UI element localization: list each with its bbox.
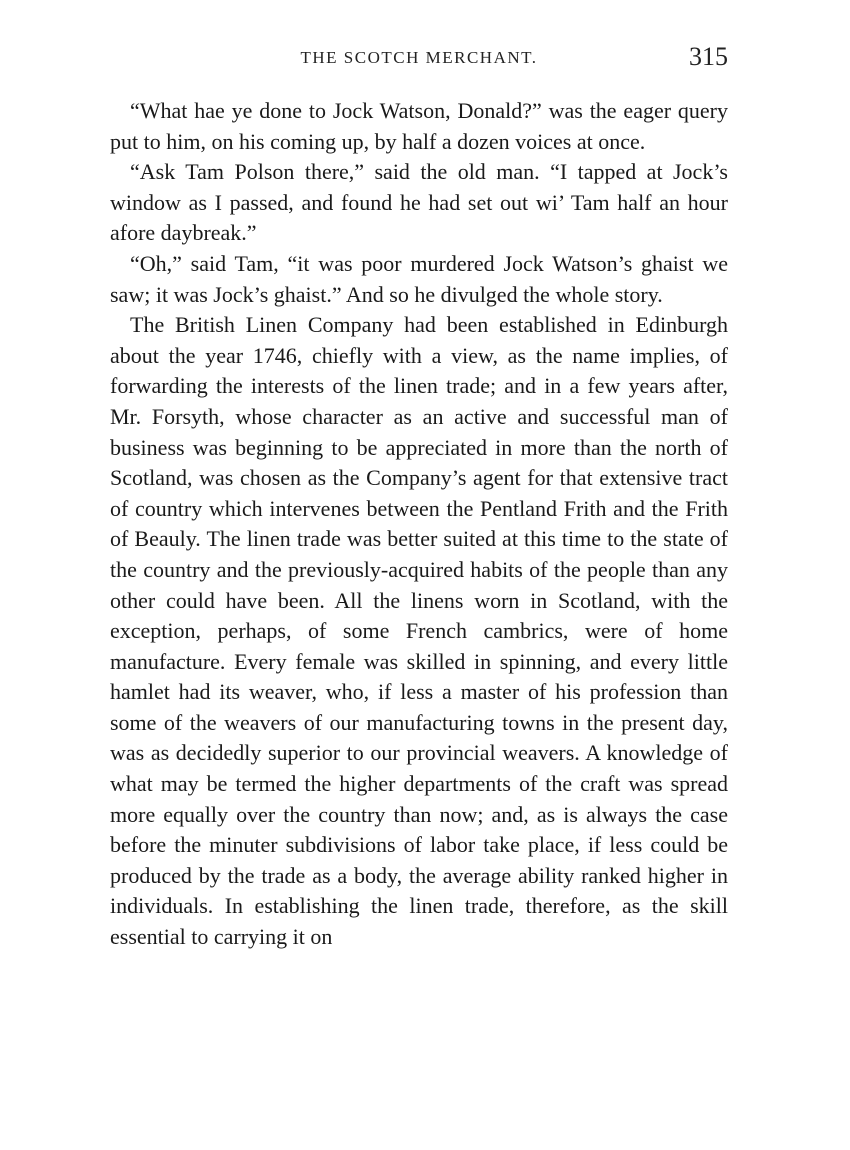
paragraph-3: “Oh,” said Tam, “it was poor murdered Jock Watson’s ghaist we saw; it was Jock’s ghaist.” And so he divulged the whole story. [110, 250, 728, 307]
running-head: THE SCOTCH MERCHANT. [300, 48, 538, 67]
page-header [110, 42, 728, 78]
paragraph-4: The British Linen Company had been established in Edinburgh about the year 1746, chiefly with a view, as the name implies, of forwarding the interests of the linen trade; and in a few years after, Mr. Forsyth, whose character as an active and successful man of business was beginning to be appreciated in more than the north of Scotland, was chosen as the Company’s agent for that extensive tract of country which intervenes between the Pentland Frith and the Frith of Beauly. The linen trade was better suited at this time to the state of the country and the previously-acquired habits of the people than any other could have been. All the linens worn in Scotland, with the exception, perhaps, of some French cambrics, were of home manufacture. Every female was skilled in spinning, and every little hamlet had its weaver, who, if less a master of his profession than some of the weavers of our manufacturing towns in the present day, was as decidedly superior to our provincial weavers. A knowledge of what may be termed the higher departments of the craft was spread more equally over the country than now; and, as is always the case before the minuter subdivisions of labor take place, if less could be produced by the trade as a body, the average ability ranked higher in individuals. In establishing the linen trade, therefore, as the skill essential to carrying it on [110, 312, 728, 950]
page-number: 315 [689, 42, 728, 71]
body-text [110, 96, 728, 953]
paragraph-2: “Ask Tam Polson there,” said the old man. “I tapped at Jock’s window as I passed, and found he had set out wi’ Tam half an hour afore daybreak.” [110, 159, 728, 246]
paragraph-1: “What hae ye done to Jock Watson, Donald?” was the eager query put to him, on his coming up, by half a dozen voices at once. [110, 98, 728, 154]
